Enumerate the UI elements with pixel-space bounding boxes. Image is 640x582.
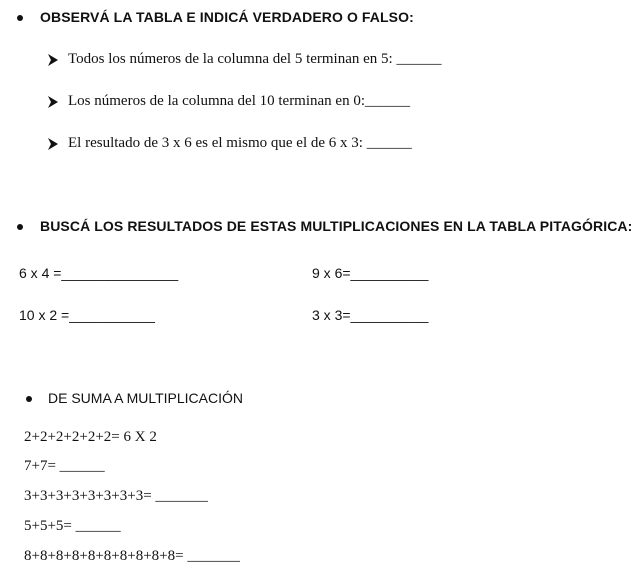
true-false-item: El resultado de 3 x 6 es el mismo que el de 6 x 3: ______ [68, 135, 412, 151]
multiplication-exercise: 10 x 2 =___________ [19, 307, 155, 323]
bullet-icon [26, 396, 32, 402]
section3-heading: DE SUMA A MULTIPLICACIÓN [48, 390, 244, 406]
arrow-bullet-icon [48, 138, 58, 150]
multiplication-exercise: 9 x 6=__________ [312, 265, 429, 281]
arrow-bullet-icon [48, 96, 58, 108]
true-false-item: Todos los números de la columna del 5 terminan en 5: ______ [68, 51, 442, 67]
multiplication-exercise: 6 x 4 =_______________ [19, 265, 179, 281]
sum-exercise: 7+7= ______ [24, 458, 105, 474]
sum-exercise: 8+8+8+8+8+8+8+8+8+8= _______ [24, 548, 240, 564]
bullet-icon [17, 224, 23, 230]
section1-heading: OBSERVÁ LA TABLA E INDICÁ VERDADERO O FALSO: [40, 9, 414, 25]
section2-heading: BUSCÁ LOS RESULTADOS DE ESTAS MULTIPLICACIONES EN LA TABLA PITAGÓRICA: [40, 218, 633, 234]
sum-exercise: 2+2+2+2+2+2= 6 X 2 [24, 429, 157, 445]
multiplication-exercise: 3 x 3=__________ [312, 307, 429, 323]
arrow-bullet-icon [48, 54, 58, 66]
sum-exercise: 5+5+5= ______ [24, 518, 121, 534]
true-false-item: Los números de la columna del 10 terminan en 0:______ [68, 93, 411, 109]
sum-exercise: 3+3+3+3+3+3+3+3= _______ [24, 488, 208, 504]
bullet-icon [17, 15, 23, 21]
